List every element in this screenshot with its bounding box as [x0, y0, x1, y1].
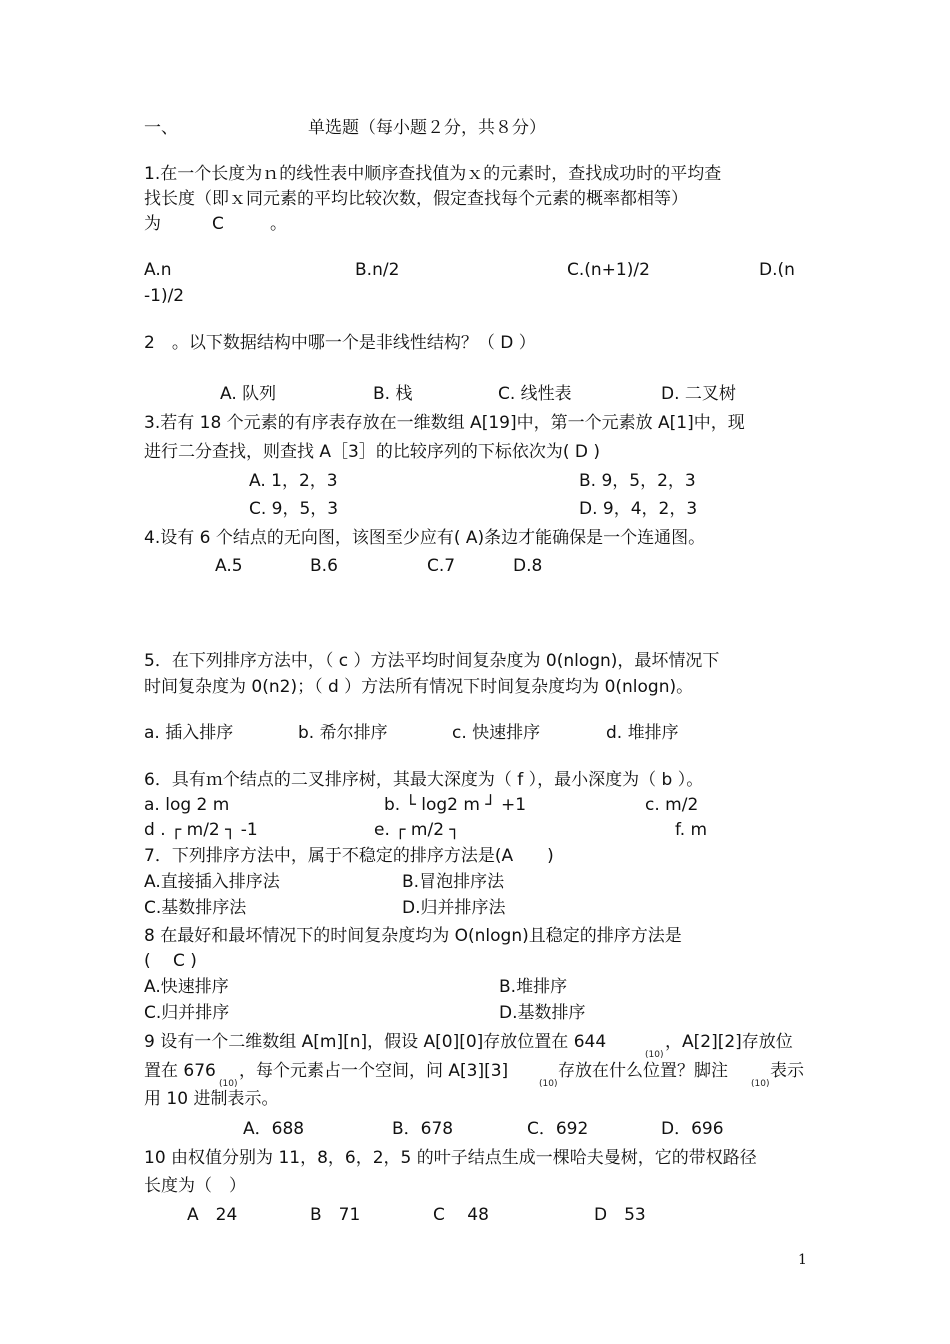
q4-option-c: C.7 [427, 556, 456, 576]
page-number: 1 [798, 1252, 807, 1268]
q1-option-a: A.n [144, 260, 172, 280]
q4-option-a: A.5 [215, 556, 243, 576]
q9-option-b: B．678 [392, 1119, 454, 1139]
q5-option-c: c. 快速排序 [452, 723, 541, 743]
q6-option-c: c. m/2 [645, 795, 699, 815]
q10-option-b: B 71 [310, 1205, 361, 1225]
q6-option-b: b. └ log2 m ┘ +1 [384, 795, 527, 815]
q1-stem-line1: 1.在一个长度为ｎ的线性表中顺序查找值为ｘ的元素时，查找成功时的平均查 [144, 164, 722, 184]
q9-stem-line1-part1: 9 设有一个二维数组 A[m][n]，假设 A[0][0]存放位置在 644 [144, 1032, 607, 1052]
q3-stem-line1: 3.若有 18 个元素的有序表存放在一维数组 A[19]中，第一个元素放 A[1]中，现 [144, 413, 745, 433]
q1-answer-prefix: 为 [144, 214, 161, 234]
q9-option-c: C．692 [527, 1119, 589, 1139]
q4-stem: 4.设有 6 个结点的无向图，该图至少应有( A)条边才能确保是一个连通图。 [144, 528, 706, 548]
q9-stem-line2-part4: 表示 [770, 1061, 804, 1081]
q9-subscript-4: (10) [751, 1079, 770, 1089]
q2-option-b: B. 栈 [373, 384, 413, 404]
q1-answer-suffix: 。 [270, 214, 287, 234]
q5-stem-line1: 5．在下列排序方法中，（ c ）方法平均时间复杂度为 0(nlogn)，最坏情况下 [144, 651, 720, 671]
q9-subscript-2: (10) [219, 1079, 238, 1089]
q7-option-a: A.直接插入排序法 [144, 872, 280, 892]
q9-subscript-1: (10) [645, 1050, 664, 1060]
q9-stem-line3: 用 10 进制表示。 [144, 1089, 279, 1109]
q2-stem: 2 。以下数据结构中哪一个是非线性结构？（ D ） [144, 333, 536, 353]
q9-subscript-3: (10) [539, 1079, 558, 1089]
q9-stem-line2-part1: 置在 676 [144, 1061, 216, 1081]
q9-option-a: A．688 [243, 1119, 305, 1139]
q3-stem-line2: 进行二分查找，则查找 A［3］的比较序列的下标依次为( D ) [144, 442, 601, 462]
q8-option-a: A.快速排序 [144, 977, 229, 997]
q3-option-d: D. 9，4，2，3 [579, 499, 698, 519]
q7-option-d: D.归并排序法 [402, 898, 506, 918]
q7-option-b: B.冒泡排序法 [402, 872, 505, 892]
q7-stem: 7．下列排序方法中，属于不稳定的排序方法是(A ) [144, 846, 554, 866]
q2-option-c: C. 线性表 [498, 384, 572, 404]
q3-option-c: C. 9，5，3 [249, 499, 339, 519]
q6-option-e: e. ┌ m/2 ┐ [374, 820, 460, 840]
q10-option-d: D 53 [594, 1205, 646, 1225]
q1-answer: C [212, 214, 224, 234]
q6-option-a: a. log 2 m [144, 795, 230, 815]
q4-option-b: B.6 [310, 556, 338, 576]
q9-stem-line2-part3: 存放在什么位置？脚注 [558, 1061, 728, 1081]
q1-option-d: D.(n [759, 260, 795, 280]
q7-option-c: C.基数排序法 [144, 898, 247, 918]
section-number: 一、 [144, 118, 178, 138]
q10-option-c: C 48 [433, 1205, 489, 1225]
q1-option-d-wrap: -1)/2 [144, 286, 185, 306]
q6-option-d: d . ┌ m/2 ┐ -1 [144, 820, 258, 840]
q4-option-d: D.8 [513, 556, 543, 576]
q8-stem-line2: ( C ) [144, 951, 197, 971]
q10-option-a: A 24 [187, 1205, 238, 1225]
q1-option-c: C.(n+1)/2 [567, 260, 650, 280]
q10-stem-line2: 长度为（ ） [144, 1176, 246, 1196]
section-title: 单选题（每小题２分，共８分） [308, 118, 546, 138]
q6-stem: 6．具有ｍ个结点的二叉排序树，其最大深度为（ f ），最小深度为（ b ）。 [144, 770, 704, 790]
q8-option-b: B.堆排序 [499, 977, 568, 997]
q5-option-b: b. 希尔排序 [298, 723, 388, 743]
q9-stem-line1-part2: ，A[2][2]存放位 [665, 1032, 793, 1052]
q5-option-d: d. 堆排序 [606, 723, 679, 743]
q3-option-a: A. 1，2，3 [249, 471, 338, 491]
q8-stem-line1: 8 在最好和最坏情况下的时间复杂度均为 O(nlogn)且稳定的排序方法是 [144, 926, 682, 946]
q5-option-a: a. 插入排序 [144, 723, 234, 743]
q10-stem-line1: 10 由权值分别为 11，8，6，2，5 的叶子结点生成一棵哈夫曼树，它的带权路径 [144, 1148, 757, 1168]
q1-stem-line2: 找长度（即ｘ同元素的平均比较次数，假定查找每个元素的概率都相等） [144, 189, 688, 209]
q6-option-f: f. m [675, 820, 708, 840]
q8-option-d: D.基数排序 [499, 1003, 586, 1023]
q3-option-b: B. 9，5，2，3 [579, 471, 696, 491]
q9-stem-line2-part2: ，每个元素占一个空间，问 A[3][3] [239, 1061, 509, 1081]
q9-option-d: D．696 [661, 1119, 724, 1139]
q8-option-c: C.归并排序 [144, 1003, 230, 1023]
q5-stem-line2: 时间复杂度为 0(n2)；（ d ）方法所有情况下时间复杂度均为 0(nlogn)。 [144, 677, 694, 697]
q1-option-b: B.n/2 [355, 260, 400, 280]
q2-option-a: A. 队列 [220, 384, 277, 404]
q2-option-d: D. 二叉树 [661, 384, 736, 404]
